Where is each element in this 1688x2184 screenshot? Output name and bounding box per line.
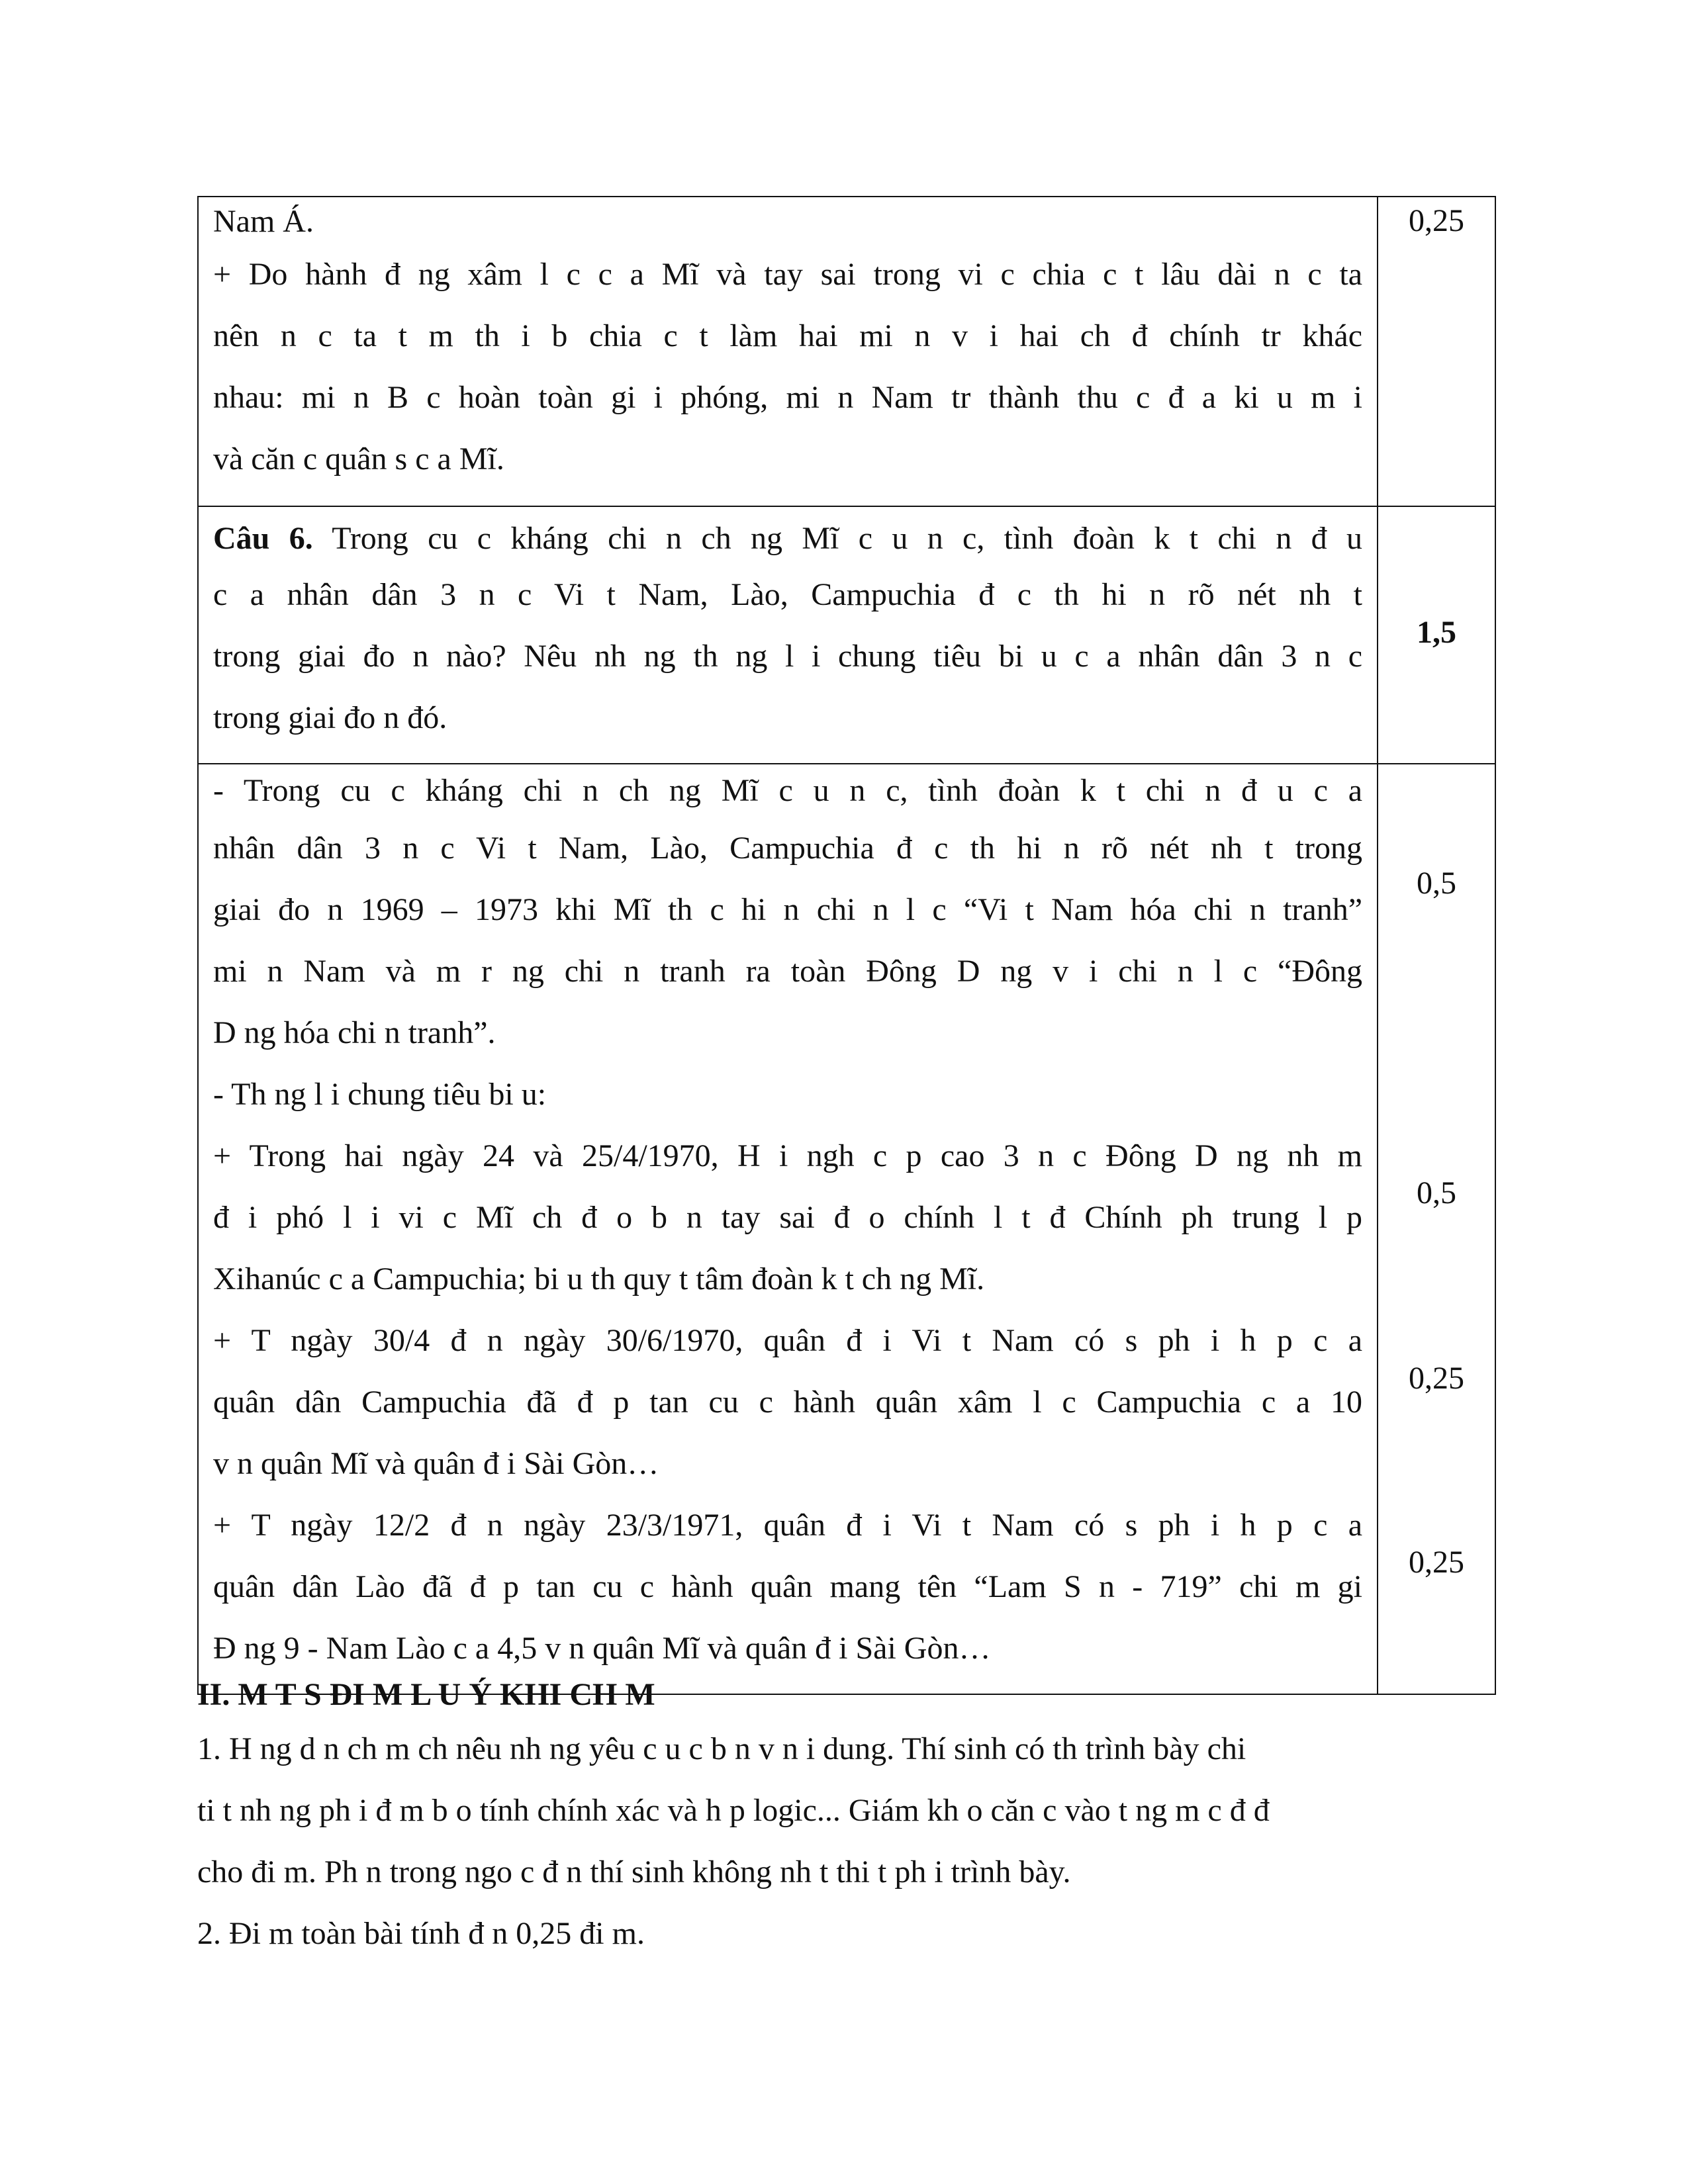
text-line: ti t nh ng ph i đ m b o tính chính xác và h p logic... Giám kh o căn c vào t ng m c đ đ [197, 1793, 1270, 1828]
text-line: cho đi m. Ph n trong ngo c đ n thí sinh không nh t thi t ph i trình bày. [197, 1854, 1071, 1889]
score-cell [1378, 764, 1495, 1694]
question-label: Câu 6. [213, 521, 313, 556]
text-line: nhân dân 3 n c Vi t Nam, Lào, Campuchia đ c th hi n rõ nét nh t trong [213, 831, 1362, 866]
text-line: Xihanúc c a Campuchia; bi u th quy t tâm đoàn k t ch ng Mĩ. [213, 1261, 985, 1297]
answer-table [197, 196, 1496, 1695]
score-cell [1378, 506, 1495, 764]
text-line: mi n Nam và m r ng chi n tranh ra toàn Đông D ng v i chi n l c “Đông [213, 954, 1362, 989]
text-line: + T ngày 30/4 đ n ngày 30/6/1970, quân đ i Vi t Nam có s ph i h p c a [213, 1323, 1362, 1358]
answer-cell [198, 764, 1378, 1694]
table-row [198, 506, 1495, 764]
text-line: + Do hành đ ng xâm l c c a Mĩ và tay sai trong vi c chia c t lâu dài n c ta [213, 257, 1362, 292]
answer-cell [198, 197, 1378, 506]
text-line: + T ngày 12/2 đ n ngày 23/3/1971, quân đ i Vi t Nam có s ph i h p c a [213, 1508, 1362, 1543]
text-line: Nam Á. [213, 204, 314, 239]
text-line: D ng hóa chi n tranh”. [213, 1015, 496, 1050]
text-line: trong giai đo n đó. [213, 700, 447, 735]
text-line: Đ ng 9 - Nam Lào c a 4,5 v n quân Mĩ và quân đ i Sài Gòn… [213, 1631, 991, 1666]
text-line: nhau: mi n B c hoàn toàn gi i phóng, mi n Nam tr thành thu c đ a ki u m i [213, 380, 1362, 415]
question-line [213, 514, 1362, 564]
text-line: 1. H ng d n ch m ch nêu nh ng yêu c u c b n v n i dung. Thí sinh có th trình bày chi [197, 1731, 1246, 1766]
text-line: 2. Đi m toàn bài tính đ n 0,25 đi m. [197, 1916, 645, 1951]
score-cell [1378, 197, 1495, 506]
text-line: c a nhân dân 3 n c Vi t Nam, Lào, Campuchia đ c th hi n rõ nét nh t [213, 577, 1362, 612]
text-line: quân dân Lào đã đ p tan cu c hành quân mang tên “Lam S n - 719” chi m gi [213, 1569, 1362, 1604]
score-value: 1,5 [1417, 615, 1456, 650]
text-line: + Trong hai ngày 24 và 25/4/1970, H i ngh c p cao 3 n c Đông D ng nh m [213, 1138, 1362, 1173]
text-line: - Trong cu c kháng chi n ch ng Mĩ c u n c, tình đoàn k t chi n đ u c a [213, 773, 1362, 808]
text-line: giai đo n 1969 – 1973 khi Mĩ th c hi n chi n l c “Vi t Nam hóa chi n tranh” [213, 892, 1362, 927]
table-row [198, 197, 1495, 506]
text-line: nên n c ta t m th i b chia c t làm hai mi n v i hai ch đ chính tr khác [213, 318, 1362, 353]
text-line: trong giai đo n nào? Nêu nh ng th ng l i chung tiêu bi u c a nhân dân 3 n c [213, 639, 1362, 674]
text-line: quân dân Campuchia đã đ p tan cu c hành quân xâm l c Campuchia c a 10 [213, 1385, 1362, 1420]
score-value: 0,25 [1409, 203, 1464, 238]
section-title: II. M T S ĐI M L U Ý KHI CH M [197, 1677, 655, 1712]
text-line: - Th ng l i chung tiêu bi u: [213, 1077, 547, 1112]
text-line: và căn c quân s c a Mĩ. [213, 441, 504, 477]
text-line: đ i phó l i vi c Mĩ ch đ o b n tay sai đ o chính l t đ Chính ph trung l p [213, 1200, 1362, 1235]
notes-section [197, 1672, 1495, 1964]
question-cell [198, 506, 1378, 764]
text-line: v n quân Mĩ và quân đ i Sài Gòn… [213, 1446, 659, 1481]
score-value: 0,25 [1409, 1545, 1464, 1580]
score-value: 0,5 [1417, 1175, 1456, 1210]
question-text: Trong cu c kháng chi n ch ng Mĩ c u n c, tình đoàn k t chi n đ u [332, 521, 1362, 556]
score-value: 0,25 [1409, 1361, 1464, 1396]
score-value: 0,5 [1417, 866, 1456, 901]
table-row [198, 764, 1495, 1694]
